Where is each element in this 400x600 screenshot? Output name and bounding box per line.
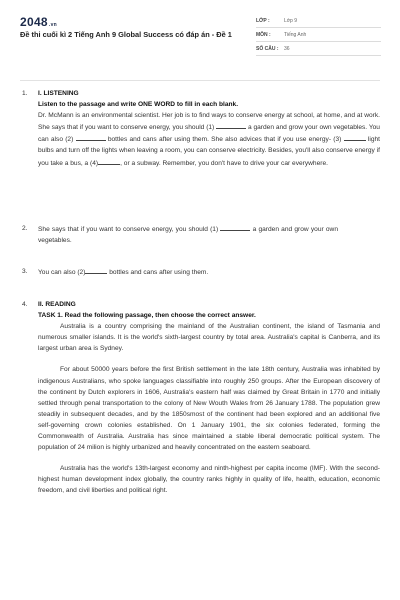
question-body: You can also (2) bottles and cans after using them. xyxy=(38,266,380,278)
meta-row-class xyxy=(256,14,381,28)
meta-key: LỚP : xyxy=(256,18,270,24)
site-logo[interactable]: 2048.vn xyxy=(20,15,58,29)
header-divider xyxy=(20,80,380,81)
question-body xyxy=(38,299,380,497)
listening-passage: Dr. McMann is an environmental scientist. Her job is to find ways to conserve energy at school, at home, and at work. She says that if you want to conserve energy, you should (1) a garden and grow your own vegetables. You can also (2) bottles and cans after using them. She also advices that if you use energy- (3) light bulbs and turn off the lights when leaving a room, you can conserve electricity. Besides, you'll also conserve energy if you take a bus, a (4) , or a subway. Remember, you don't have to drive your car everywhere. xyxy=(38,112,380,167)
answer-blank[interactable] xyxy=(85,266,107,274)
meta-value: Lớp 9 xyxy=(284,18,298,24)
meta-key: SỐ CÂU : xyxy=(256,46,279,52)
document-title: Đề thi cuối kì 2 Tiếng Anh 9 Global Success có đáp án - Đề 1 xyxy=(20,30,232,39)
answer-blank-2[interactable] xyxy=(76,133,106,141)
question-number: 2. xyxy=(22,225,28,232)
reading-paragraph-2: For about 50000 years before the first British settlement in the late 18th century, Australia was inhabited by indigenous Australians, who spoke languages classifiable into roughly 250 groups. After the European discovery of the continent by Dutch explorers in 1606, Australia's eastern half was claimed by Great Britain in 1770 and initially settled through penal transportation to the colony of New Wouth Wales from 26 January 1788. The population grew steadily in subsequent decades, and by the 1850smost of the continent had been explored and an additional five self-governing crown colonies established. On 1 January 1901, the six colonies federated, forming the Commonwealth of Australia. Australia has since maintained a stable liberal democratic political system. The population of 24 milion is highly urbanized and heavily concentrated on the eastern seaboard. xyxy=(38,366,380,452)
section-heading: I. LISTENING xyxy=(38,90,79,97)
question-body: She says that if you want to conserve energy, you should (1) a garden and grow your own vegetables. xyxy=(38,223,338,246)
meta-key: MÔN : xyxy=(256,32,271,38)
reading-paragraph-3: Australia has the world's 13th-largest economy and ninth-highest per capita income (IMF). With the second-highest human development index globally, the country ranks highly in quality of life, health, education, economic freedom, and civil liberties and political right. xyxy=(38,465,380,495)
question-number: 3. xyxy=(22,268,28,275)
instruction: Listen to the passage and write ONE WORD to fill in each blank. xyxy=(38,101,239,109)
meta-row-subject xyxy=(256,28,381,42)
meta-row-question-count xyxy=(256,42,381,56)
question-number: 4. xyxy=(22,301,28,308)
reading-paragraph-1: Australia is a country comprising the mainland of the Australian continent, the island of Tasmania and numerous smaller islands. It is the world's sixth-largest country by total area. Australia's capital is Canberra, and its largest urban area is Sydney. xyxy=(38,323,380,353)
answer-blank-3[interactable] xyxy=(344,133,366,141)
meta-value: Tiếng Anh xyxy=(284,32,307,38)
section-heading: II. READING xyxy=(38,301,76,308)
question-body xyxy=(38,88,380,169)
question-number: 1. xyxy=(22,90,28,97)
answer-blank[interactable] xyxy=(220,223,250,231)
answer-blank-4[interactable] xyxy=(98,157,120,165)
task-instruction: TASK 1. Read the following passage, then choose the correct answer. xyxy=(38,312,256,320)
answer-blank-1[interactable] xyxy=(216,121,246,129)
document-header xyxy=(0,0,400,82)
meta-value: 36 xyxy=(284,46,290,52)
